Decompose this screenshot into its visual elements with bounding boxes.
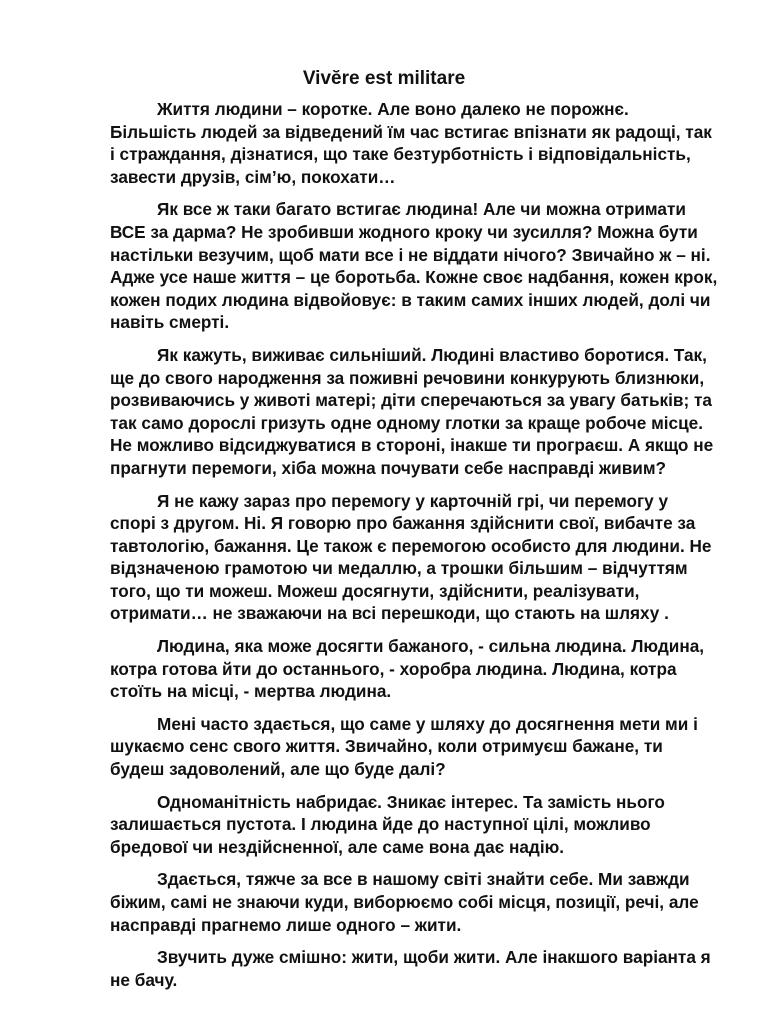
document-title: Vivĕre est militare <box>302 68 466 89</box>
paragraph-5: Людина, яка може досягти бажаного, - сильна людина. Людина, котра готова йти до останнього, - хоробра людина. Людина, котра стоїть на місці, - мертва людина. <box>110 636 705 702</box>
paragraph-8: Здається, тяжче за все в нашому світі знайти себе. Ми завжди біжим, самі не знаючи куди, виборюємо собі місця, позиції, речі, але насправді прагнемо лише одного – жити. <box>110 869 699 935</box>
paragraph-7: Одноманітність набридає. Зникає інтерес. Та замість нього залишається пустота. І людина йде до наступної цілі, можливо бредової чи нездійсненної, але саме вона дає надію. <box>110 791 665 857</box>
paragraph-2: Як все ж таки багато встигає людина! Але чи можна отримати ВСЕ за дарма? Не зробивши жодного кроку чи зусилля? Можна бути настільки везучим, щоб мати все і не віддати нічого? Звичайно ж – ні. Адже усе наше життя – це боротьба. Кожне своє надбання, кожен крок, кожен подих людина відвойовує: в таким самих інших людей, долі чи навіть смерті. <box>110 199 718 333</box>
paragraph-3: Як кажуть, виживає сильніший. Людині властиво боротися. Так, ще до свого народження за поживні речовини конкурують близнюки, розвиваючись у животі матері; діти сперечаються за увагу батьків; та так само дорослі гризуть одне одному глотки за краще робоче місце. Не можливо відсиджуватися в стороні, інакше ти програєш. А якщо не прагнути перемоги, хіба можна почувати себе насправді живим? <box>110 344 714 478</box>
paragraph-6: Мені часто здається, що саме у шляху до досягнення мети ми і шукаємо сенс свого життя. Звичайно, коли отримуєш бажане, ти будеш задоволений, але що буде далі? <box>110 713 698 780</box>
paragraph-1: Життя людини – коротке. Але воно далеко не порожнє. Більшість людей за відведений їм час встигає впізнати як радощі, так і страждання, дізнатися, що таке безтурботність і відповідальність, завести друзів, сім’ю, покохати… <box>110 99 712 187</box>
paragraph-4: Я не кажу зараз про перемогу у карточній грі, чи перемогу у спорі з другом. Ні. Я говорю про бажання здійснити свої, вибачте за тавтологію, бажання. Це також є перемогою особисто для людини. Не відзначеною грамотою чи медаллю, а трошки більшим – відчуттям того, що ти можеш. Можеш досягнути, здійснити, реалізувати, отримати… не зважаючи на всі перешкоди, що стають на шляху . <box>110 490 712 624</box>
document-body <box>110 98 718 1001</box>
paragraph-9: Звучить дуже смішно: жити, щоби жити. Але інакшого варіанта я не бачу. <box>110 947 711 990</box>
